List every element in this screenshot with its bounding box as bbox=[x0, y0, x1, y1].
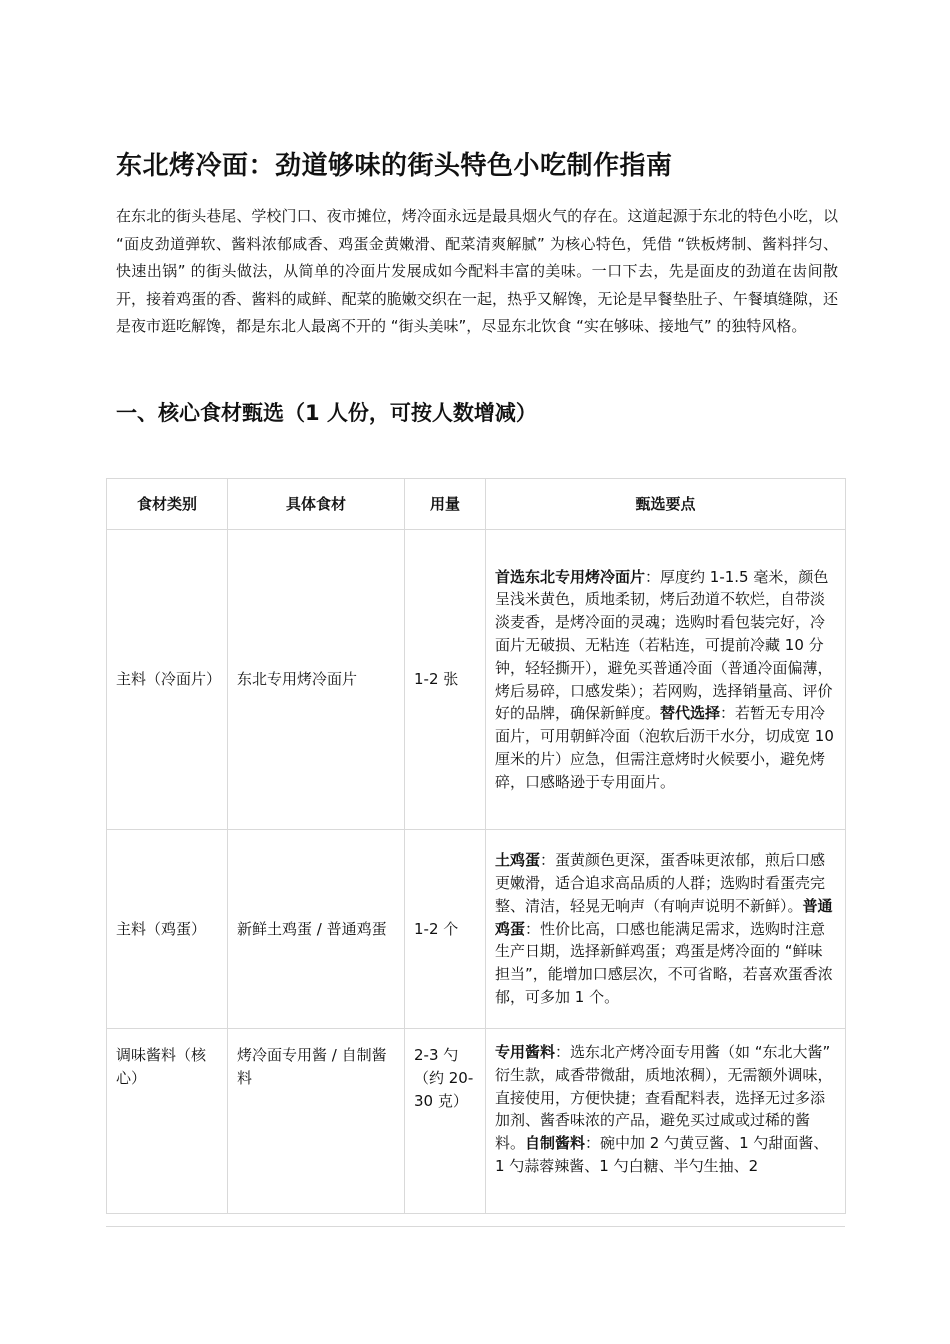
note-text: ：碗中加 2 勺黄豆酱、1 勺甜面酱、1 勺蒜蓉辣酱、1 勺白糖、半勺生抽、2 bbox=[495, 1134, 829, 1175]
cell-item: 新鲜土鸡蛋 / 普通鸡蛋 bbox=[228, 830, 405, 1029]
column-header-item: 具体食材 bbox=[228, 479, 405, 530]
note-label: 首选东北专用烤冷面片 bbox=[495, 567, 646, 586]
note-text: ：选东北产烤冷面专用酱（如 “东北大酱” 衍生款，咸香带微甜，质地浓稠），无需额外调味，直接使用，方便快捷；查看配料表，选择无过多添加剂、酱香味浓的产品，避免买过咸或过稀的酱料。 bbox=[495, 1043, 833, 1153]
cell-category: 主料（冷面片） bbox=[107, 530, 228, 830]
cell-amount: 2-3 勺（约 20-30 克） bbox=[405, 1029, 486, 1214]
ingredients-table bbox=[106, 478, 846, 1214]
table-cut-border bbox=[106, 1226, 845, 1227]
page-bottom-clip bbox=[106, 1226, 846, 1344]
cell-notes bbox=[486, 530, 846, 830]
column-header-notes: 甄选要点 bbox=[486, 479, 846, 530]
cell-notes bbox=[486, 830, 846, 1029]
note-text: ：蛋黄颜色更深，蛋香味更浓郁，煎后口感更嫩滑，适合追求高品质的人群；选购时看蛋壳完整、清洁，轻晃无响声（有响声说明不新鲜）。 bbox=[495, 851, 826, 915]
intro-paragraph: 在东北的街头巷尾、学校门口、夜市摊位，烤冷面永远是最具烟火气的存在。这道起源于东北的特色小吃，以 “面皮劲道弹软、酱料浓郁咸香、鸡蛋金黄嫩滑、配菜清爽解腻” 为核心特色，凭借 “铁板烤制、酱料拌匀、快速出锅” 的街头做法，从简单的冷面片发展成如今配料丰富的美味。一口下去，先是面皮的劲道在齿间散开，接着鸡蛋的香、酱料的咸鲜、配菜的脆嫩交织在一起，热乎又解馋，无论是早餐垫肚子、午餐填缝隙，还是夜市逛吃解馋，都是东北人最离不开的 “街头美味”，尽显东北饮食 “实在够味、接地气” 的独特风格。 bbox=[116, 207, 838, 336]
table-row bbox=[107, 1029, 846, 1214]
table-row bbox=[107, 830, 846, 1029]
note-label: 土鸡蛋 bbox=[495, 851, 541, 870]
page-title: 东北烤冷面：劲道够味的街头特色小吃制作指南 bbox=[116, 151, 673, 181]
cell-category: 调味酱料（核心） bbox=[107, 1029, 228, 1214]
note-label: 专用酱料 bbox=[495, 1043, 556, 1061]
column-header-category: 食材类别 bbox=[107, 479, 228, 530]
cell-amount: 1-2 张 bbox=[405, 530, 486, 830]
cell-category: 主料（鸡蛋） bbox=[107, 830, 228, 1029]
column-header-amount: 用量 bbox=[405, 479, 486, 530]
note-text: ：性价比高，口感也能满足需求，选购时注意生产日期，选择新鲜鸡蛋；鸡蛋是烤冷面的 “鲜味担当”，能增加口感层次，不可省略，若喜欢蛋香浓郁，可多加 1 个。 bbox=[495, 919, 833, 1006]
cell-amount: 1-2 个 bbox=[405, 830, 486, 1029]
cell-notes bbox=[486, 1029, 846, 1214]
cell-item: 烤冷面专用酱 / 自制酱料 bbox=[228, 1029, 405, 1214]
table-row bbox=[107, 530, 846, 830]
section-heading-ingredients: 一、核心食材甄选（1 人份，可按人数增减） bbox=[116, 401, 537, 425]
note-text: ：厚度约 1-1.5 毫米，颜色呈浅米黄色，质地柔韧，烤后劲道不软烂，自带淡淡麦香，是烤冷面的灵魂；选购时看包装完好，冷面片无破损、无粘连（若粘连，可提前冷藏 10 分钟，轻轻撕开），避免买普通冷面（普通冷面偏薄，烤后易碎，口感发柴）；若网购，选择销量高、评价好的品牌，确保新鲜度。 bbox=[495, 567, 833, 723]
table-header-row bbox=[107, 479, 846, 530]
note-text: ：若暂无专用冷面片，可用朝鲜冷面（泡软后沥干水分，切成宽 10 厘米的片）应急，但需注意烤时火候要小，避免烤碎，口感略逊于专用面片。 bbox=[495, 704, 834, 791]
note-label: 普通鸡蛋 bbox=[495, 896, 833, 938]
cell-item: 东北专用烤冷面片 bbox=[228, 530, 405, 830]
note-label: 自制酱料 bbox=[525, 1134, 586, 1153]
note-label: 替代选择 bbox=[660, 704, 721, 723]
